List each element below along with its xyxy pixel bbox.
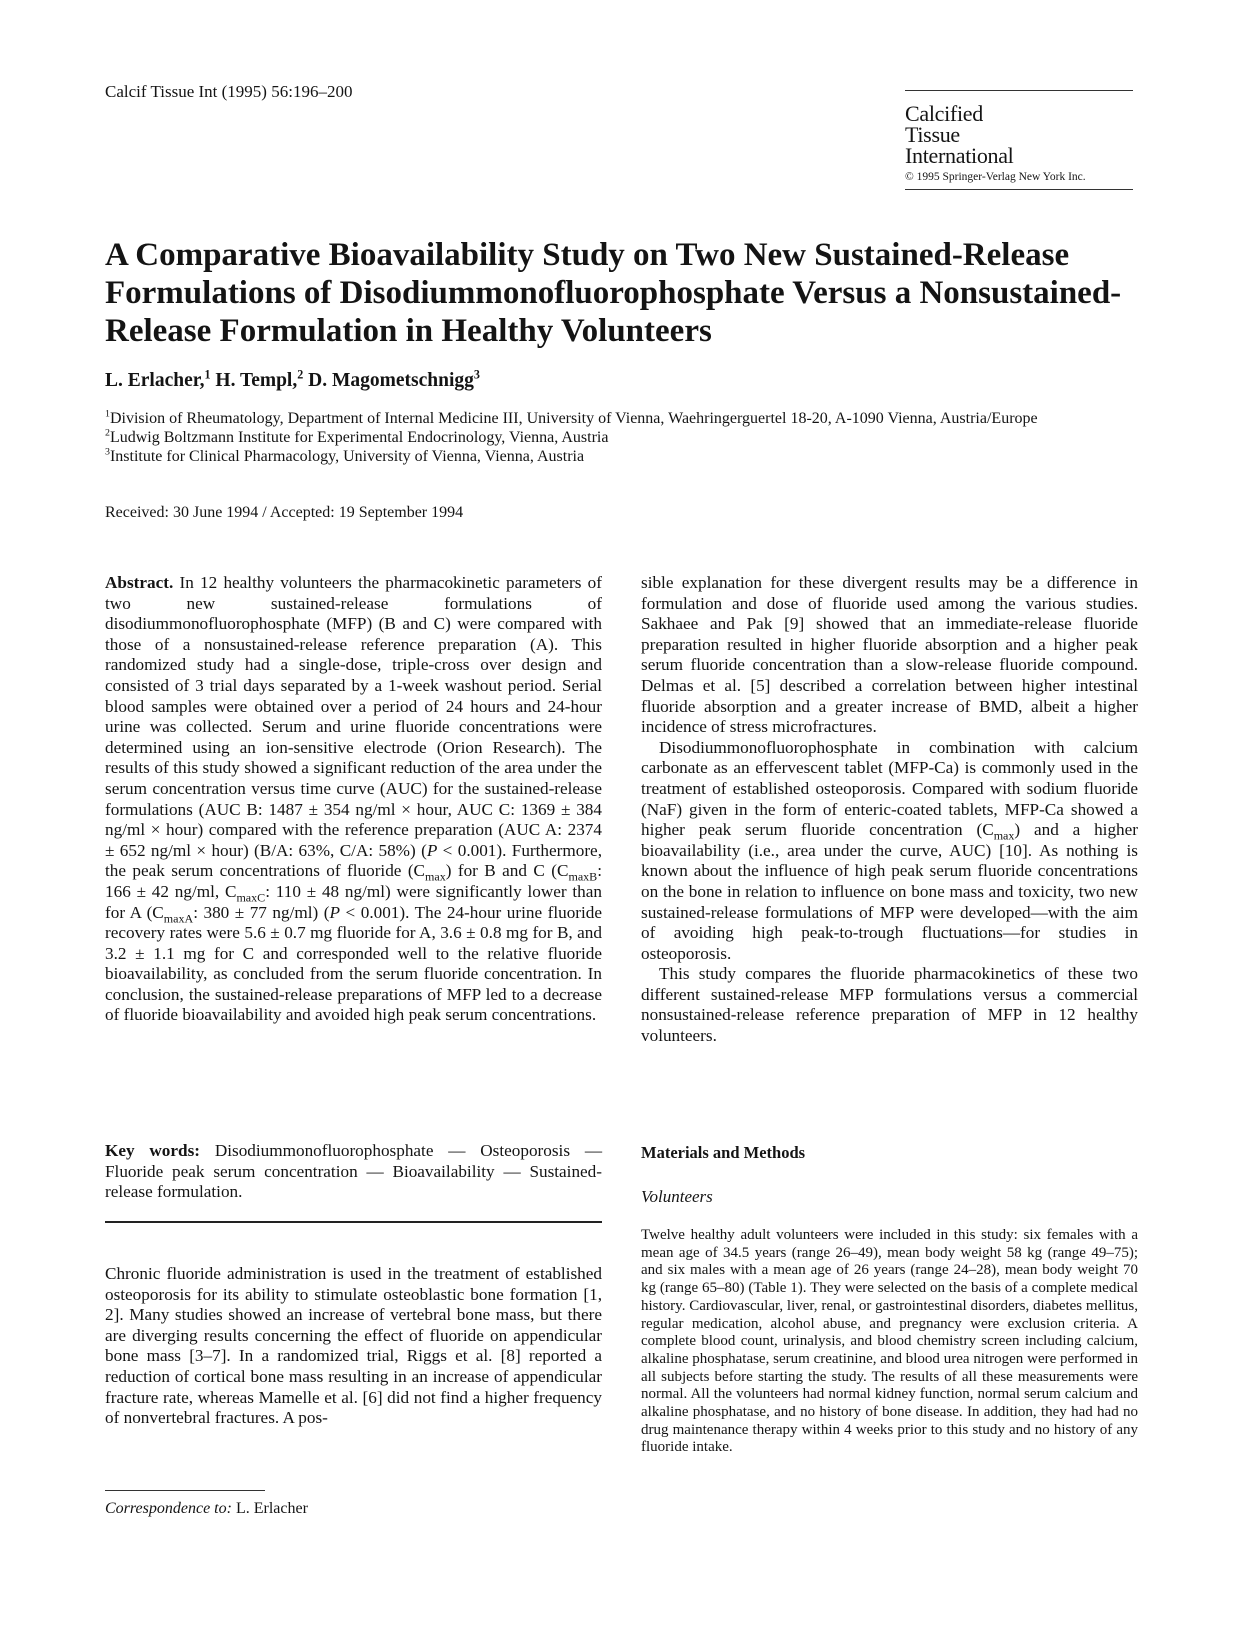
subscript: maxB [568, 869, 598, 884]
section-divider [105, 1221, 602, 1223]
logo-line-tissue: Tissue [905, 122, 960, 147]
logo-bottom-rule [905, 189, 1133, 190]
logo-line-calcified: Calcified [905, 101, 983, 126]
affiliation-item [105, 428, 1155, 447]
correspondence-name: L. Erlacher [231, 1500, 308, 1517]
author-affiliation-marker: 3 [473, 367, 480, 382]
author-list [105, 367, 480, 392]
abstract-text: : 380 ± 77 ng/ml) ( [193, 902, 330, 922]
intro-paragraph: This study compares the fluoride pharmacokinetics of these two different sustained-release MFP formulations versus a commercial nonsustained-release reference preparation of MFP in 12 healthy volunteers. [641, 964, 1138, 1046]
subscript: maxA [163, 910, 194, 925]
logo-top-rule [905, 90, 1133, 91]
journal-citation: Calcif Tissue Int (1995) 56:196–200 [105, 82, 353, 101]
affiliation-marker: 3 [105, 446, 110, 458]
keywords-paragraph [105, 1141, 602, 1203]
intro-paragraph: sible explanation for these divergent results may be a difference in formulation and dose of fluoride used among the various studies. Sakhaee and Pak [9] showed that an immediate-release fluoride preparation resulted in higher fluoride absorption and a higher peak serum fluoride concentration than a slow-release fluoride compound. Delmas et al. [5] described a correlation between higher intestinal fluoride absorption and a greater increase of BMD, albeit a higher incidence of stress microfractures. [641, 573, 1138, 737]
subscript: maxC [236, 890, 266, 905]
abstract-text: ) for B and C (C [445, 861, 569, 881]
author-name: D. Magometschnigg [303, 370, 474, 391]
correspondence-footnote [105, 1500, 308, 1518]
introduction-right [641, 573, 1138, 1047]
abstract-paragraph [105, 573, 602, 1026]
volunteers-paragraph: Twelve healthy adult volunteers were included in this study: six females with a mean age of 34.5 years (range 26–49), mean body weight 58 kg (range 49–75); and six males with a mean age of 26 years (range 24–28), mean body weight 70 kg (range 65–80) (Table 1). They were selected on the basis of a complete medical history. Cardiovascular, liver, renal, or gastrointestinal disorders, diabetes mellitus, regular medication, alcohol abuse, and pregnancy were exclusion criteria. A complete blood count, urinalysis, and blood chemistry screen including calcium, alkaline phosphatase, serum creatinine, and blood urea nitrogen were performed in all subjects before starting the study. The results of all these measurements were normal. All the volunteers had normal kidney function, normal serum calcium and alkaline phosphatase, and no history of bone disease. In addition, they had had no drug maintenance therapy within 4 weeks prior to this study and no history of any fluoride intake. [641, 1227, 1138, 1456]
author-affiliation-marker: 1 [204, 367, 211, 382]
author-name: L. Erlacher, [105, 370, 205, 391]
keywords [105, 1141, 602, 1203]
p-symbol: P [329, 902, 340, 922]
footnote-rule [105, 1490, 265, 1491]
affiliation-marker: 2 [105, 427, 110, 439]
affiliation-item [105, 409, 1155, 428]
author-name: H. Templ, [210, 370, 298, 391]
keywords-text: Disodiummonofluorophosphate — Osteoporosis — Fluoride peak serum concentration — Bioavailability — Sustained-release formulation. [105, 1141, 603, 1202]
correspondence-label: Correspondence to: [105, 1500, 232, 1517]
abstract-text: In 12 healthy volunteers the pharmacokinetic parameters of two new sustained-release formulations of disodiummonofluorophosphate (MFP) (B and C) were compared with those of a nonsustained-release reference preparation (A). This randomized study had a single-dose, triple-cross over design and consisted of 3 trial days separated by a 1-week washout period. Serial blood samples were obtained over a period of 24 hours and 24-hour urine was collected. Serum and urine fluoride concentrations were determined using an ion-sensitive electrode (Orion Research). The results of this study showed a significant reduction of the area under the serum concentration versus time curve (AUC) for the sustained-release formulations (AUC B: 1487 ± 354 ng/ml × hour, AUC C: 1369 ± 384 ng/ml × hour) compared with the reference preparation (AUC A: 2374 ± 652 ng/ml × hour) (B/A: 63%, C/A: 58%) ( [105, 573, 602, 860]
volunteers-section [641, 1227, 1138, 1457]
intro-text: ) and a higher bioavailability (i.e., area under the curve, AUC) [10]. As nothing is known about the influence of high peak serum fluoride concentrations on the bone in relation to influence on bone mass and toxicity, two new sustained-release formulations of MFP were developed—with the aim of avoiding high peak-to-trough fluctuations—for studies in osteoporosis. [641, 820, 1138, 963]
p-symbol: P [426, 840, 438, 860]
intro-paragraph: Chronic fluoride administration is used in the treatment of established osteoporosis for its ability to stimulate osteoblastic bone formation [1, 2]. Many studies showed an increase of vertebral bone mass, but there are diverging results concerning the effect of fluoride on appendicular bone mass [3–7]. In a randomized trial, Riggs et al. [8] reported a reduction of cortical bone mass resulting in an increase of appendicular fracture rate, whereas Mamelle et al. [6] did not find a higher frequency of nonvertebral fractures. A pos- [105, 1264, 602, 1428]
copyright-notice: © 1995 Springer-Verlag New York Inc. [905, 171, 1086, 183]
subsection-heading-volunteers: Volunteers [641, 1187, 713, 1206]
journal-logo [905, 90, 1133, 190]
affiliation-item [105, 447, 1155, 466]
subscript: max [993, 828, 1015, 843]
subscript: max [425, 869, 446, 884]
abstract [105, 573, 602, 1026]
abstract-text: < 0.001). The 24-hour urine fluoride recovery rates were 5.6 ± 0.7 mg fluoride for A, 3.6 ± 0.8 mg for B, and 3.2 ± 1.1 mg for C and corresponded well to the relative fluoride bioavailability, as concluded from the serum fluoride concentration. In conclusion, the sustained-release preparations of MFP led to a decrease of fluoride bioavailability and avoided high peak serum concentrations. [105, 902, 603, 1025]
affiliation-marker: 1 [105, 408, 110, 420]
logo-line-international: International [905, 143, 1014, 168]
intro-paragraph [641, 738, 1138, 965]
affiliation-text: Division of Rheumatology, Department of Internal Medicine III, University of Vienna, Waehringerguertel 18-20, A-1090 Vienna, Austria/Europe [109, 410, 1038, 427]
section-heading-materials-methods: Materials and Methods [641, 1143, 806, 1162]
affiliations [105, 409, 1155, 466]
keywords-label: Key words: [105, 1141, 201, 1160]
author-affiliation-marker: 2 [297, 367, 304, 382]
intro-text: Disodiummonofluorophosphate in combination with calcium carbonate as an effervescent tablet (MFP-Ca) is commonly used in the treatment of established osteoporosis. Compared with sodium fluoride (NaF) given in the form of enteric-coated tablets, MFP-Ca showed a higher peak serum fluoride concentration (C [641, 737, 1138, 840]
received-accepted-dates: Received: 30 June 1994 / Accepted: 19 September 1994 [105, 504, 464, 521]
abstract-text: < 0.001). Furthermore, the peak serum concentrations of fluoride (C [105, 840, 602, 881]
affiliation-text: Ludwig Boltzmann Institute for Experimental Endocrinology, Vienna, Austria [109, 429, 609, 446]
article-title: A Comparative Bioavailability Study on Two New Sustained-Release Formulations of Disodiummonofluorophosphate Versus a Nonsustained-Release Formulation in Healthy Volunteers [105, 237, 1122, 349]
abstract-label: Abstract. [105, 573, 174, 592]
abstract-text: : 166 ± 42 ng/ml, C [105, 861, 602, 901]
affiliation-text: Institute for Clinical Pharmacology, University of Vienna, Vienna, Austria [109, 448, 585, 465]
abstract-text: : 110 ± 48 ng/ml) were significantly lower than for A (C [105, 881, 602, 922]
introduction-left [105, 1264, 602, 1429]
